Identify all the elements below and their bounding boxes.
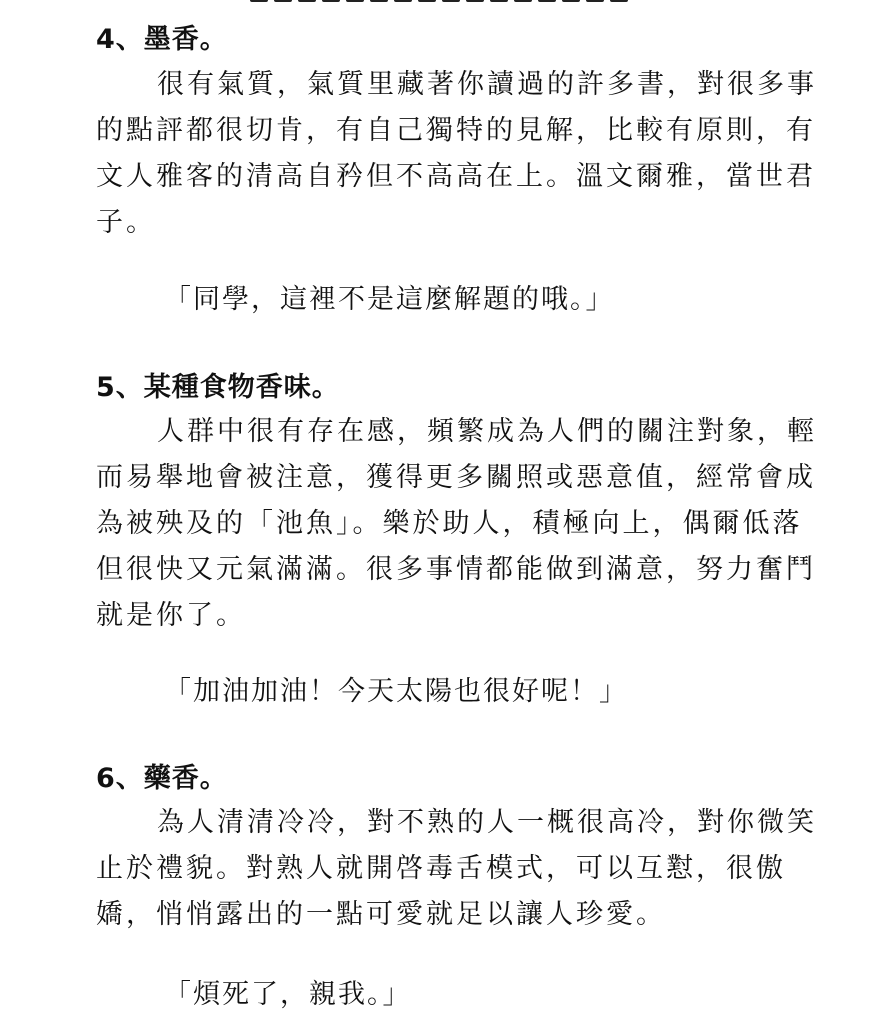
body-line: 為人清清冷冷，對不熟的人一概很高冷，對你微笑 [157,807,817,838]
body-line: 嬌，悄悄露出的一點可愛就足以讓人珍愛。 [96,899,666,930]
body-line: 止於禮貌。對熟人就開啓毒舌模式，可以互懟，很傲 [96,853,786,884]
body-line: 很有氣質，氣質里藏著你讀過的許多書，對很多事 [157,69,817,100]
body-line: 為被殃及的「池魚」。樂於助人，積極向上，偶爾低落 [96,508,803,539]
body-line: 而易舉地會被注意，獲得更多關照或惡意值，經常會成 [96,462,816,493]
section-body-5 [96,409,820,639]
section-quote-6: 「煩死了，親我。」 [164,979,412,1010]
section-quote-4: 「同學，這裡不是這麼解題的哦。」 [164,284,615,315]
body-line: 子。 [96,207,156,238]
section-heading-6: 6、藥香。 [96,763,228,794]
body-line: 人群中很有存在感，頻繁成為人們的關注對象，輕 [157,416,817,447]
body-line: 就是你了。 [96,600,246,631]
cropped-text-remnant [250,0,680,2]
body-line: 的點評都很切肯，有自己獨特的見解，比較有原則，有 [96,115,816,146]
section-quote-5: 「加油加油！今天太陽也很好呢！」 [164,676,628,707]
section-body-6 [96,800,820,938]
section-heading-4: 4、墨香。 [96,24,228,55]
section-body-4 [96,62,820,246]
body-line: 文人雅客的清高自矜但不高高在上。溫文爾雅，當世君 [96,161,816,192]
body-line: 但很快又元氣滿滿。很多事情都能做到滿意，努力奮鬥 [96,554,816,585]
section-heading-5: 5、某種食物香味。 [96,372,340,403]
